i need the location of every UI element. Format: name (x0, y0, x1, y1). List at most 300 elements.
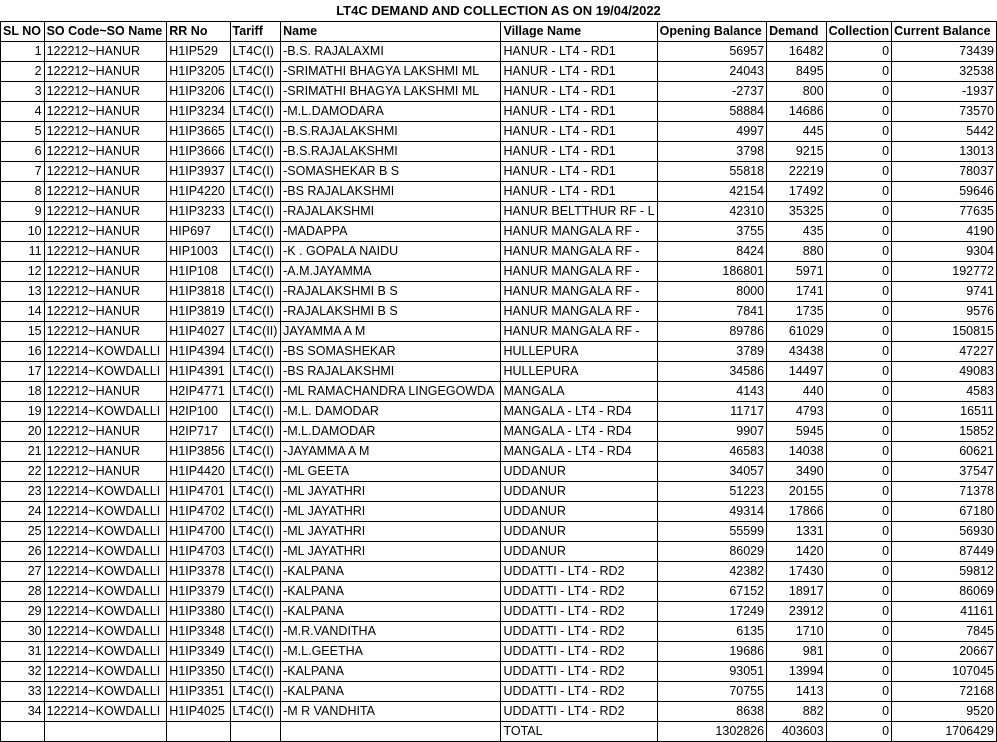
cell-tariff[interactable]: LT4C(I) (230, 442, 281, 462)
cell-collection[interactable]: 0 (826, 382, 891, 402)
cell-current-balance[interactable]: 107045 (892, 662, 997, 682)
cell-tariff[interactable]: LT4C(I) (230, 102, 281, 122)
cell-rr-no[interactable]: H1IP3665 (167, 122, 230, 142)
cell-so-code[interactable]: 122214~KOWDALLI (44, 362, 167, 382)
cell-collection[interactable]: 0 (826, 42, 891, 62)
cell-rr-no[interactable]: H1IP3206 (167, 82, 230, 102)
cell-demand[interactable]: 4793 (767, 402, 827, 422)
cell-village-name[interactable]: HANUR MANGALA RF - (501, 242, 657, 262)
cell-demand[interactable]: 35325 (767, 202, 827, 222)
cell-sl-no[interactable]: 10 (1, 222, 45, 242)
cell-name[interactable]: -KALPANA (281, 682, 501, 702)
cell-sl-no[interactable]: 32 (1, 662, 45, 682)
cell-sl-no[interactable]: 34 (1, 702, 45, 722)
cell-current-balance[interactable]: 87449 (892, 542, 997, 562)
cell-so-code[interactable]: 122212~HANUR (44, 322, 167, 342)
cell-village-name[interactable]: UDDATTI - LT4 - RD2 (501, 582, 657, 602)
cell-so-code[interactable]: 122214~KOWDALLI (44, 642, 167, 662)
cell-current-balance[interactable]: 4583 (892, 382, 997, 402)
cell-name[interactable]: -RAJALAKSHMI B S (281, 302, 501, 322)
cell-tariff[interactable]: LT4C(I) (230, 622, 281, 642)
cell-tariff[interactable]: LT4C(I) (230, 42, 281, 62)
cell-sl-no[interactable]: 29 (1, 602, 45, 622)
cell-rr-no[interactable]: H1IP3234 (167, 102, 230, 122)
cell-collection[interactable]: 0 (826, 62, 891, 82)
cell-village-name[interactable]: MANGALA - LT4 - RD4 (501, 402, 657, 422)
cell-opening-balance[interactable]: 6135 (657, 622, 766, 642)
cell-collection[interactable]: 0 (826, 362, 891, 382)
cell-village-name[interactable]: UDDATTI - LT4 - RD2 (501, 602, 657, 622)
cell-so-code[interactable]: 122214~KOWDALLI (44, 602, 167, 622)
cell-collection[interactable]: 0 (826, 402, 891, 422)
cell-rr-no[interactable]: H1IP4702 (167, 502, 230, 522)
cell-opening-balance[interactable]: 17249 (657, 602, 766, 622)
cell-so-code[interactable]: 122212~HANUR (44, 62, 167, 82)
cell-so-code[interactable]: 122212~HANUR (44, 42, 167, 62)
cell-rr-no[interactable]: HIP1003 (167, 242, 230, 262)
cell-current-balance[interactable]: 15852 (892, 422, 997, 442)
cell-sl-no[interactable]: 19 (1, 402, 45, 422)
cell-demand[interactable]: 435 (767, 222, 827, 242)
cell-name[interactable]: -K . GOPALA NAIDU (281, 242, 501, 262)
cell-opening-balance[interactable]: 3789 (657, 342, 766, 362)
cell-so-code[interactable]: 122214~KOWDALLI (44, 662, 167, 682)
cell-empty[interactable] (44, 722, 167, 742)
cell-name[interactable]: -RAJALAKSHMI B S (281, 282, 501, 302)
header-opening-balance[interactable]: Opening Balance (657, 22, 766, 42)
cell-opening-balance[interactable]: 86029 (657, 542, 766, 562)
cell-village-name[interactable]: HANUR MANGALA RF - (501, 222, 657, 242)
cell-rr-no[interactable]: H2IP4771 (167, 382, 230, 402)
cell-sl-no[interactable]: 4 (1, 102, 45, 122)
total-label[interactable]: TOTAL (501, 722, 657, 742)
cell-village-name[interactable]: UDDANUR (501, 462, 657, 482)
cell-tariff[interactable]: LT4C(II) (230, 322, 281, 342)
cell-current-balance[interactable]: 41161 (892, 602, 997, 622)
cell-rr-no[interactable]: H1IP3818 (167, 282, 230, 302)
cell-current-balance[interactable]: 150815 (892, 322, 997, 342)
cell-tariff[interactable]: LT4C(I) (230, 482, 281, 502)
cell-demand[interactable]: 43438 (767, 342, 827, 362)
cell-tariff[interactable]: LT4C(I) (230, 382, 281, 402)
cell-sl-no[interactable]: 13 (1, 282, 45, 302)
cell-tariff[interactable]: LT4C(I) (230, 262, 281, 282)
cell-village-name[interactable]: HULLEPURA (501, 342, 657, 362)
header-sl-no[interactable]: SL NO (1, 22, 45, 42)
cell-opening-balance[interactable]: 55818 (657, 162, 766, 182)
cell-so-code[interactable]: 122214~KOWDALLI (44, 622, 167, 642)
cell-opening-balance[interactable]: 46583 (657, 442, 766, 462)
cell-demand[interactable]: 17866 (767, 502, 827, 522)
cell-name[interactable]: -BS RAJALAKSHMI (281, 182, 501, 202)
cell-opening-balance[interactable]: 4143 (657, 382, 766, 402)
cell-rr-no[interactable]: H1IP3350 (167, 662, 230, 682)
cell-empty[interactable] (230, 722, 281, 742)
cell-demand[interactable]: 22219 (767, 162, 827, 182)
cell-collection[interactable]: 0 (826, 122, 891, 142)
cell-current-balance[interactable]: 5442 (892, 122, 997, 142)
cell-so-code[interactable]: 122214~KOWDALLI (44, 402, 167, 422)
cell-sl-no[interactable]: 1 (1, 42, 45, 62)
cell-demand[interactable]: 1741 (767, 282, 827, 302)
cell-name[interactable]: -ML GEETA (281, 462, 501, 482)
cell-collection[interactable]: 0 (826, 562, 891, 582)
cell-village-name[interactable]: HANUR - LT4 - RD1 (501, 42, 657, 62)
total-current-balance[interactable]: 1706429 (892, 722, 997, 742)
cell-empty[interactable] (1, 722, 45, 742)
cell-so-code[interactable]: 122214~KOWDALLI (44, 702, 167, 722)
cell-empty[interactable] (167, 722, 230, 742)
cell-so-code[interactable]: 122212~HANUR (44, 122, 167, 142)
cell-sl-no[interactable]: 5 (1, 122, 45, 142)
cell-demand[interactable]: 5945 (767, 422, 827, 442)
cell-village-name[interactable]: HANUR - LT4 - RD1 (501, 122, 657, 142)
cell-village-name[interactable]: UDDATTI - LT4 - RD2 (501, 682, 657, 702)
cell-opening-balance[interactable]: 7841 (657, 302, 766, 322)
cell-village-name[interactable]: HANUR - LT4 - RD1 (501, 62, 657, 82)
cell-name[interactable]: -BS RAJALAKSHMI (281, 362, 501, 382)
cell-village-name[interactable]: HANUR - LT4 - RD1 (501, 142, 657, 162)
cell-tariff[interactable]: LT4C(I) (230, 162, 281, 182)
cell-demand[interactable]: 61029 (767, 322, 827, 342)
cell-current-balance[interactable]: 13013 (892, 142, 997, 162)
cell-rr-no[interactable]: H1IP4220 (167, 182, 230, 202)
cell-collection[interactable]: 0 (826, 522, 891, 542)
total-opening-balance[interactable]: 1302826 (657, 722, 766, 742)
cell-village-name[interactable]: UDDATTI - LT4 - RD2 (501, 642, 657, 662)
cell-collection[interactable]: 0 (826, 102, 891, 122)
cell-so-code[interactable]: 122212~HANUR (44, 282, 167, 302)
cell-opening-balance[interactable]: 4997 (657, 122, 766, 142)
cell-village-name[interactable]: UDDANUR (501, 542, 657, 562)
cell-sl-no[interactable]: 24 (1, 502, 45, 522)
cell-opening-balance[interactable]: 67152 (657, 582, 766, 602)
cell-collection[interactable]: 0 (826, 202, 891, 222)
cell-collection[interactable]: 0 (826, 502, 891, 522)
cell-name[interactable]: -M.L.DAMODAR (281, 422, 501, 442)
cell-name[interactable]: -B.S.RAJALAKSHMI (281, 142, 501, 162)
cell-current-balance[interactable]: 77635 (892, 202, 997, 222)
cell-current-balance[interactable]: 37547 (892, 462, 997, 482)
cell-current-balance[interactable]: 49083 (892, 362, 997, 382)
cell-tariff[interactable]: LT4C(I) (230, 202, 281, 222)
cell-rr-no[interactable]: H1IP4391 (167, 362, 230, 382)
cell-current-balance[interactable]: 59812 (892, 562, 997, 582)
cell-collection[interactable]: 0 (826, 662, 891, 682)
cell-demand[interactable]: 1735 (767, 302, 827, 322)
cell-current-balance[interactable]: 16511 (892, 402, 997, 422)
cell-rr-no[interactable]: H1IP3379 (167, 582, 230, 602)
cell-village-name[interactable]: HANUR BELTTHUR RF - L (501, 202, 657, 222)
cell-opening-balance[interactable]: 19686 (657, 642, 766, 662)
header-so-code[interactable]: SO Code~SO Name (44, 22, 167, 42)
cell-village-name[interactable]: UDDATTI - LT4 - RD2 (501, 562, 657, 582)
cell-rr-no[interactable]: H1IP3819 (167, 302, 230, 322)
cell-current-balance[interactable]: 59646 (892, 182, 997, 202)
cell-opening-balance[interactable]: 42310 (657, 202, 766, 222)
cell-tariff[interactable]: LT4C(I) (230, 502, 281, 522)
cell-village-name[interactable]: UDDANUR (501, 482, 657, 502)
cell-tariff[interactable]: LT4C(I) (230, 542, 281, 562)
cell-collection[interactable]: 0 (826, 302, 891, 322)
cell-opening-balance[interactable]: 3755 (657, 222, 766, 242)
cell-opening-balance[interactable]: 49314 (657, 502, 766, 522)
cell-so-code[interactable]: 122212~HANUR (44, 262, 167, 282)
cell-sl-no[interactable]: 3 (1, 82, 45, 102)
cell-sl-no[interactable]: 30 (1, 622, 45, 642)
cell-tariff[interactable]: LT4C(I) (230, 142, 281, 162)
cell-tariff[interactable]: LT4C(I) (230, 602, 281, 622)
cell-sl-no[interactable]: 25 (1, 522, 45, 542)
header-name[interactable]: Name (281, 22, 501, 42)
cell-tariff[interactable]: LT4C(I) (230, 122, 281, 142)
cell-so-code[interactable]: 122214~KOWDALLI (44, 482, 167, 502)
cell-opening-balance[interactable]: 58884 (657, 102, 766, 122)
cell-rr-no[interactable]: H2IP717 (167, 422, 230, 442)
cell-opening-balance[interactable]: 42154 (657, 182, 766, 202)
cell-so-code[interactable]: 122212~HANUR (44, 462, 167, 482)
cell-tariff[interactable]: LT4C(I) (230, 522, 281, 542)
cell-demand[interactable]: 440 (767, 382, 827, 402)
cell-collection[interactable]: 0 (826, 462, 891, 482)
cell-so-code[interactable]: 122212~HANUR (44, 162, 167, 182)
cell-sl-no[interactable]: 6 (1, 142, 45, 162)
cell-sl-no[interactable]: 11 (1, 242, 45, 262)
cell-rr-no[interactable]: H2IP100 (167, 402, 230, 422)
cell-opening-balance[interactable]: 186801 (657, 262, 766, 282)
cell-sl-no[interactable]: 33 (1, 682, 45, 702)
cell-rr-no[interactable]: H1IP3937 (167, 162, 230, 182)
cell-collection[interactable]: 0 (826, 222, 891, 242)
cell-rr-no[interactable]: H1IP4700 (167, 522, 230, 542)
cell-current-balance[interactable]: 9520 (892, 702, 997, 722)
cell-village-name[interactable]: UDDATTI - LT4 - RD2 (501, 662, 657, 682)
cell-name[interactable]: -SRIMATHI BHAGYA LAKSHMI ML (281, 82, 501, 102)
header-village-name[interactable]: Village Name (501, 22, 657, 42)
cell-rr-no[interactable]: H1IP108 (167, 262, 230, 282)
cell-tariff[interactable]: LT4C(I) (230, 82, 281, 102)
cell-tariff[interactable]: LT4C(I) (230, 342, 281, 362)
cell-demand[interactable]: 14497 (767, 362, 827, 382)
cell-sl-no[interactable]: 21 (1, 442, 45, 462)
cell-current-balance[interactable]: 32538 (892, 62, 997, 82)
cell-tariff[interactable]: LT4C(I) (230, 642, 281, 662)
cell-tariff[interactable]: LT4C(I) (230, 282, 281, 302)
cell-demand[interactable]: 9215 (767, 142, 827, 162)
cell-name[interactable]: -ML JAYATHRI (281, 522, 501, 542)
cell-sl-no[interactable]: 26 (1, 542, 45, 562)
cell-sl-no[interactable]: 16 (1, 342, 45, 362)
cell-name[interactable]: -M R VANDHITA (281, 702, 501, 722)
cell-current-balance[interactable]: 73570 (892, 102, 997, 122)
cell-demand[interactable]: 14038 (767, 442, 827, 462)
cell-name[interactable]: -M.L.GEETHA (281, 642, 501, 662)
cell-tariff[interactable]: LT4C(I) (230, 242, 281, 262)
cell-name[interactable]: -MADAPPA (281, 222, 501, 242)
cell-name[interactable]: -M.L. DAMODAR (281, 402, 501, 422)
cell-so-code[interactable]: 122212~HANUR (44, 382, 167, 402)
cell-sl-no[interactable]: 23 (1, 482, 45, 502)
cell-name[interactable]: -B.S.RAJALAKSHMI (281, 122, 501, 142)
cell-so-code[interactable]: 122212~HANUR (44, 242, 167, 262)
cell-current-balance[interactable]: 47227 (892, 342, 997, 362)
cell-demand[interactable]: 20155 (767, 482, 827, 502)
cell-name[interactable]: JAYAMMA A M (281, 322, 501, 342)
cell-sl-no[interactable]: 28 (1, 582, 45, 602)
cell-so-code[interactable]: 122214~KOWDALLI (44, 682, 167, 702)
cell-name[interactable]: -SRIMATHI BHAGYA LAKSHMI ML (281, 62, 501, 82)
cell-current-balance[interactable]: 73439 (892, 42, 997, 62)
cell-demand[interactable]: 16482 (767, 42, 827, 62)
cell-so-code[interactable]: 122214~KOWDALLI (44, 342, 167, 362)
cell-collection[interactable]: 0 (826, 242, 891, 262)
cell-current-balance[interactable]: 86069 (892, 582, 997, 602)
cell-current-balance[interactable]: 72168 (892, 682, 997, 702)
cell-sl-no[interactable]: 20 (1, 422, 45, 442)
cell-village-name[interactable]: MANGALA (501, 382, 657, 402)
cell-collection[interactable]: 0 (826, 162, 891, 182)
header-collection[interactable]: Collection (826, 22, 891, 42)
total-demand[interactable]: 403603 (767, 722, 827, 742)
cell-village-name[interactable]: MANGALA - LT4 - RD4 (501, 442, 657, 462)
cell-demand[interactable]: 17430 (767, 562, 827, 582)
cell-so-code[interactable]: 122212~HANUR (44, 302, 167, 322)
header-demand[interactable]: Demand (767, 22, 827, 42)
cell-sl-no[interactable]: 2 (1, 62, 45, 82)
cell-sl-no[interactable]: 8 (1, 182, 45, 202)
cell-so-code[interactable]: 122212~HANUR (44, 422, 167, 442)
cell-rr-no[interactable]: H1IP3349 (167, 642, 230, 662)
cell-tariff[interactable]: LT4C(I) (230, 302, 281, 322)
cell-demand[interactable]: 445 (767, 122, 827, 142)
cell-collection[interactable]: 0 (826, 82, 891, 102)
cell-so-code[interactable]: 122212~HANUR (44, 222, 167, 242)
cell-sl-no[interactable]: 17 (1, 362, 45, 382)
total-collection[interactable]: 0 (826, 722, 891, 742)
cell-empty[interactable] (281, 722, 501, 742)
header-tariff[interactable]: Tariff (230, 22, 281, 42)
cell-rr-no[interactable]: HIP697 (167, 222, 230, 242)
cell-rr-no[interactable]: H1IP4025 (167, 702, 230, 722)
cell-sl-no[interactable]: 22 (1, 462, 45, 482)
cell-village-name[interactable]: UDDANUR (501, 502, 657, 522)
cell-name[interactable]: -ML JAYATHRI (281, 542, 501, 562)
cell-opening-balance[interactable]: 55599 (657, 522, 766, 542)
cell-tariff[interactable]: LT4C(I) (230, 462, 281, 482)
cell-rr-no[interactable]: H1IP529 (167, 42, 230, 62)
cell-rr-no[interactable]: H1IP3666 (167, 142, 230, 162)
cell-tariff[interactable]: LT4C(I) (230, 422, 281, 442)
cell-village-name[interactable]: UDDATTI - LT4 - RD2 (501, 702, 657, 722)
cell-rr-no[interactable]: H1IP3856 (167, 442, 230, 462)
cell-tariff[interactable]: LT4C(I) (230, 562, 281, 582)
cell-village-name[interactable]: UDDANUR (501, 522, 657, 542)
cell-so-code[interactable]: 122214~KOWDALLI (44, 502, 167, 522)
cell-name[interactable]: -RAJALAKSHMI (281, 202, 501, 222)
cell-demand[interactable]: 18917 (767, 582, 827, 602)
cell-demand[interactable]: 3490 (767, 462, 827, 482)
cell-opening-balance[interactable]: 42382 (657, 562, 766, 582)
cell-demand[interactable]: 5971 (767, 262, 827, 282)
cell-name[interactable]: -M.L.DAMODARA (281, 102, 501, 122)
cell-opening-balance[interactable]: 51223 (657, 482, 766, 502)
cell-demand[interactable]: 17492 (767, 182, 827, 202)
cell-name[interactable]: -SOMASHEKAR B S (281, 162, 501, 182)
cell-demand[interactable]: 981 (767, 642, 827, 662)
cell-so-code[interactable]: 122212~HANUR (44, 142, 167, 162)
cell-name[interactable]: -KALPANA (281, 602, 501, 622)
cell-sl-no[interactable]: 18 (1, 382, 45, 402)
cell-demand[interactable]: 882 (767, 702, 827, 722)
cell-so-code[interactable]: 122214~KOWDALLI (44, 522, 167, 542)
cell-name[interactable]: -B.S. RAJALAXMI (281, 42, 501, 62)
cell-rr-no[interactable]: H1IP3380 (167, 602, 230, 622)
cell-sl-no[interactable]: 15 (1, 322, 45, 342)
cell-collection[interactable]: 0 (826, 682, 891, 702)
cell-demand[interactable]: 14686 (767, 102, 827, 122)
cell-opening-balance[interactable]: 8000 (657, 282, 766, 302)
cell-opening-balance[interactable]: 56957 (657, 42, 766, 62)
cell-collection[interactable]: 0 (826, 142, 891, 162)
cell-collection[interactable]: 0 (826, 282, 891, 302)
cell-village-name[interactable]: MANGALA - LT4 - RD4 (501, 422, 657, 442)
cell-current-balance[interactable]: 67180 (892, 502, 997, 522)
cell-so-code[interactable]: 122214~KOWDALLI (44, 542, 167, 562)
cell-current-balance[interactable]: 4190 (892, 222, 997, 242)
cell-so-code[interactable]: 122212~HANUR (44, 82, 167, 102)
cell-rr-no[interactable]: H1IP3378 (167, 562, 230, 582)
cell-demand[interactable]: 8495 (767, 62, 827, 82)
cell-village-name[interactable]: HANUR - LT4 - RD1 (501, 182, 657, 202)
cell-name[interactable]: -A.M.JAYAMMA (281, 262, 501, 282)
cell-tariff[interactable]: LT4C(I) (230, 702, 281, 722)
cell-demand[interactable]: 1710 (767, 622, 827, 642)
cell-rr-no[interactable]: H1IP4027 (167, 322, 230, 342)
cell-tariff[interactable]: LT4C(I) (230, 662, 281, 682)
cell-name[interactable]: -M.R.VANDITHA (281, 622, 501, 642)
cell-collection[interactable]: 0 (826, 622, 891, 642)
cell-opening-balance[interactable]: 3798 (657, 142, 766, 162)
cell-demand[interactable]: 1331 (767, 522, 827, 542)
cell-demand[interactable]: 1413 (767, 682, 827, 702)
cell-collection[interactable]: 0 (826, 422, 891, 442)
cell-opening-balance[interactable]: 70755 (657, 682, 766, 702)
cell-opening-balance[interactable]: 34057 (657, 462, 766, 482)
cell-so-code[interactable]: 122212~HANUR (44, 182, 167, 202)
cell-village-name[interactable]: HANUR - LT4 - RD1 (501, 162, 657, 182)
cell-sl-no[interactable]: 12 (1, 262, 45, 282)
cell-sl-no[interactable]: 7 (1, 162, 45, 182)
cell-collection[interactable]: 0 (826, 442, 891, 462)
header-rr-no[interactable]: RR No (167, 22, 230, 42)
cell-village-name[interactable]: UDDATTI - LT4 - RD2 (501, 622, 657, 642)
cell-rr-no[interactable]: H1IP3233 (167, 202, 230, 222)
cell-name[interactable]: -ML RAMACHANDRA LINGEGOWDA (281, 382, 501, 402)
cell-current-balance[interactable]: 9576 (892, 302, 997, 322)
cell-collection[interactable]: 0 (826, 702, 891, 722)
cell-opening-balance[interactable]: 93051 (657, 662, 766, 682)
cell-opening-balance[interactable]: -2737 (657, 82, 766, 102)
cell-village-name[interactable]: HULLEPURA (501, 362, 657, 382)
cell-rr-no[interactable]: H1IP4703 (167, 542, 230, 562)
cell-collection[interactable]: 0 (826, 582, 891, 602)
cell-collection[interactable]: 0 (826, 482, 891, 502)
cell-rr-no[interactable]: H1IP4420 (167, 462, 230, 482)
cell-current-balance[interactable]: 56930 (892, 522, 997, 542)
cell-tariff[interactable]: LT4C(I) (230, 682, 281, 702)
cell-demand[interactable]: 23912 (767, 602, 827, 622)
cell-name[interactable]: -KALPANA (281, 582, 501, 602)
